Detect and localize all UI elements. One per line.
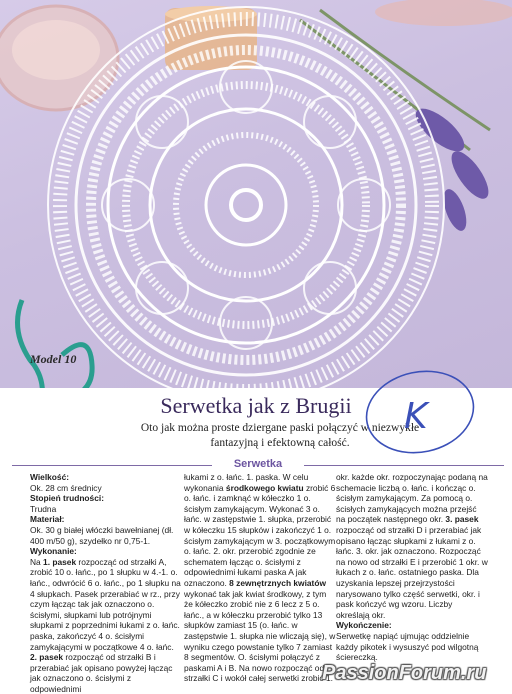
column-1: [30, 472, 182, 694]
col2-text-3: wykonać tak jak kwiat środkowy, z tym że kółeczko zrobić nie z 6 lecz z 5 o. łańc., a w kółeczku przerobić tylko 13 słupków zamiast 15 (o. łańc. w zastępstwie 1. słupka nie wliczają się), w wyniku czego powstanie tylko 7 zamiast 8 segmentów. O. ścisłymi połączyć z paskami A i B. Na nowo rozpocząć od strzałki C i wokół całej serwetki zrobić 1.: [184, 588, 336, 684]
watermark: PassionForum.ru: [322, 662, 487, 684]
section-header: [12, 460, 504, 470]
column-2: [184, 472, 336, 684]
strip1-lead: Na: [30, 556, 44, 567]
col2-text-1: łukami z o. łańc. 1. paska. W celu wykonania: [184, 472, 309, 493]
section-label: Serwetka: [212, 458, 304, 470]
strip1-text: rozpocząć od strzałki A, zrobić 10 o. łańc., po 1 słupku w 4.-1. o. łańc., odwrócić 6 o. łańc., po 1 słupku na 4 słupkach. Pasek przerabiać w rz., przy czym łącząc tak jak oznaczono o. ścisłymi, słupkami lub potrójnymi słupkami z poprzednimi łukami z o. łańc. paska, zakończyć 4 o. ścisłymi zamykającymi w początkowe 4 o. łańc.: [30, 556, 181, 652]
center-flower-label: środkowego kwiatu: [225, 482, 304, 493]
handwritten-circle-mark: [356, 362, 486, 462]
col3-text-2: rozpocząć od strzałki D i przerabiać jak opisano łącząc słupkami z łukami z o. łańc. 3. okr. jak oznaczono. Rozpocząć na nowo od strzałki E i przerobić 1 okr. w łukach z o. łańc. ostatniego paska. Dla uzyskania lepszej przejrzystości narysowano tylko część serwetki, okr. i pask kończyć wg wzoru. Liczby określają okr.: [336, 524, 488, 620]
material-text: Ok. 30 g białej włóczki bawełnianej (dł. 400 m/50 g), szydełko nr 0,75-1.: [30, 524, 174, 546]
model-label: Model 10: [30, 352, 77, 366]
outer-flowers-label: 8 zewnętrznych kwiatów: [229, 577, 326, 588]
material-heading: Materiał:: [30, 514, 65, 525]
strip1-label: 1. pasek: [43, 556, 77, 567]
size-text: Ok. 28 cm średnicy: [30, 482, 102, 493]
col3-text-1: okr. każde okr. rozpoczynając podaną na schemacie liczbą o. łańc. i kończąc o. ścisłym zamykającym. Za pomocą o. ścisłych zamykających można przejść na początek następnego okr.: [336, 472, 488, 525]
page-title: Serwetka jak z Brugii: [160, 393, 352, 418]
instruction-columns: [30, 472, 498, 694]
page-subtitle: Oto jak można proste dziergane paski połączyć w niezwykłe fantazyjną i efektowną całość.: [140, 422, 420, 449]
finishing-heading: Wykończenie:: [336, 620, 392, 631]
finishing-text: Serwetkę napiąć ujmując oddzielnie każdy pikotek i wysuszyć pod wilgotną ściereczką.: [336, 630, 479, 663]
strip3-label: 3. pasek: [445, 514, 479, 525]
handwritten-letter: K: [404, 396, 428, 437]
execution-heading: Wykonanie:: [30, 546, 77, 557]
strip2-label: 2. pasek: [30, 652, 64, 663]
column-3: [336, 472, 488, 663]
col2-text-2: zrobić 6 o. łańc. i zamknąć w kółeczko 1 o. ścisłym zamykającym. Wykonać 3 o. łańc. w zastępstwie 1. słupka, przerobić w kółeczku 15 słupków i zakończyć 1 o. ścisłym zamykającym w 3. początkowym o. łańc. 2. okr. przerobić zgodnie ze schematem łącząc o. ścisłymi z odpowiednimi łukami paska A jak oznaczono.: [184, 482, 336, 588]
strip2-text: rozpocząć od strzałki B i przerabiać jak opisano powyżej łącząc jak oznaczono o. ścisłymi z odpowiednimi: [30, 652, 173, 694]
difficulty-heading: Stopień trudności:: [30, 493, 104, 504]
difficulty-text: Trudna: [30, 503, 57, 514]
size-heading: Wielkość:: [30, 472, 70, 482]
